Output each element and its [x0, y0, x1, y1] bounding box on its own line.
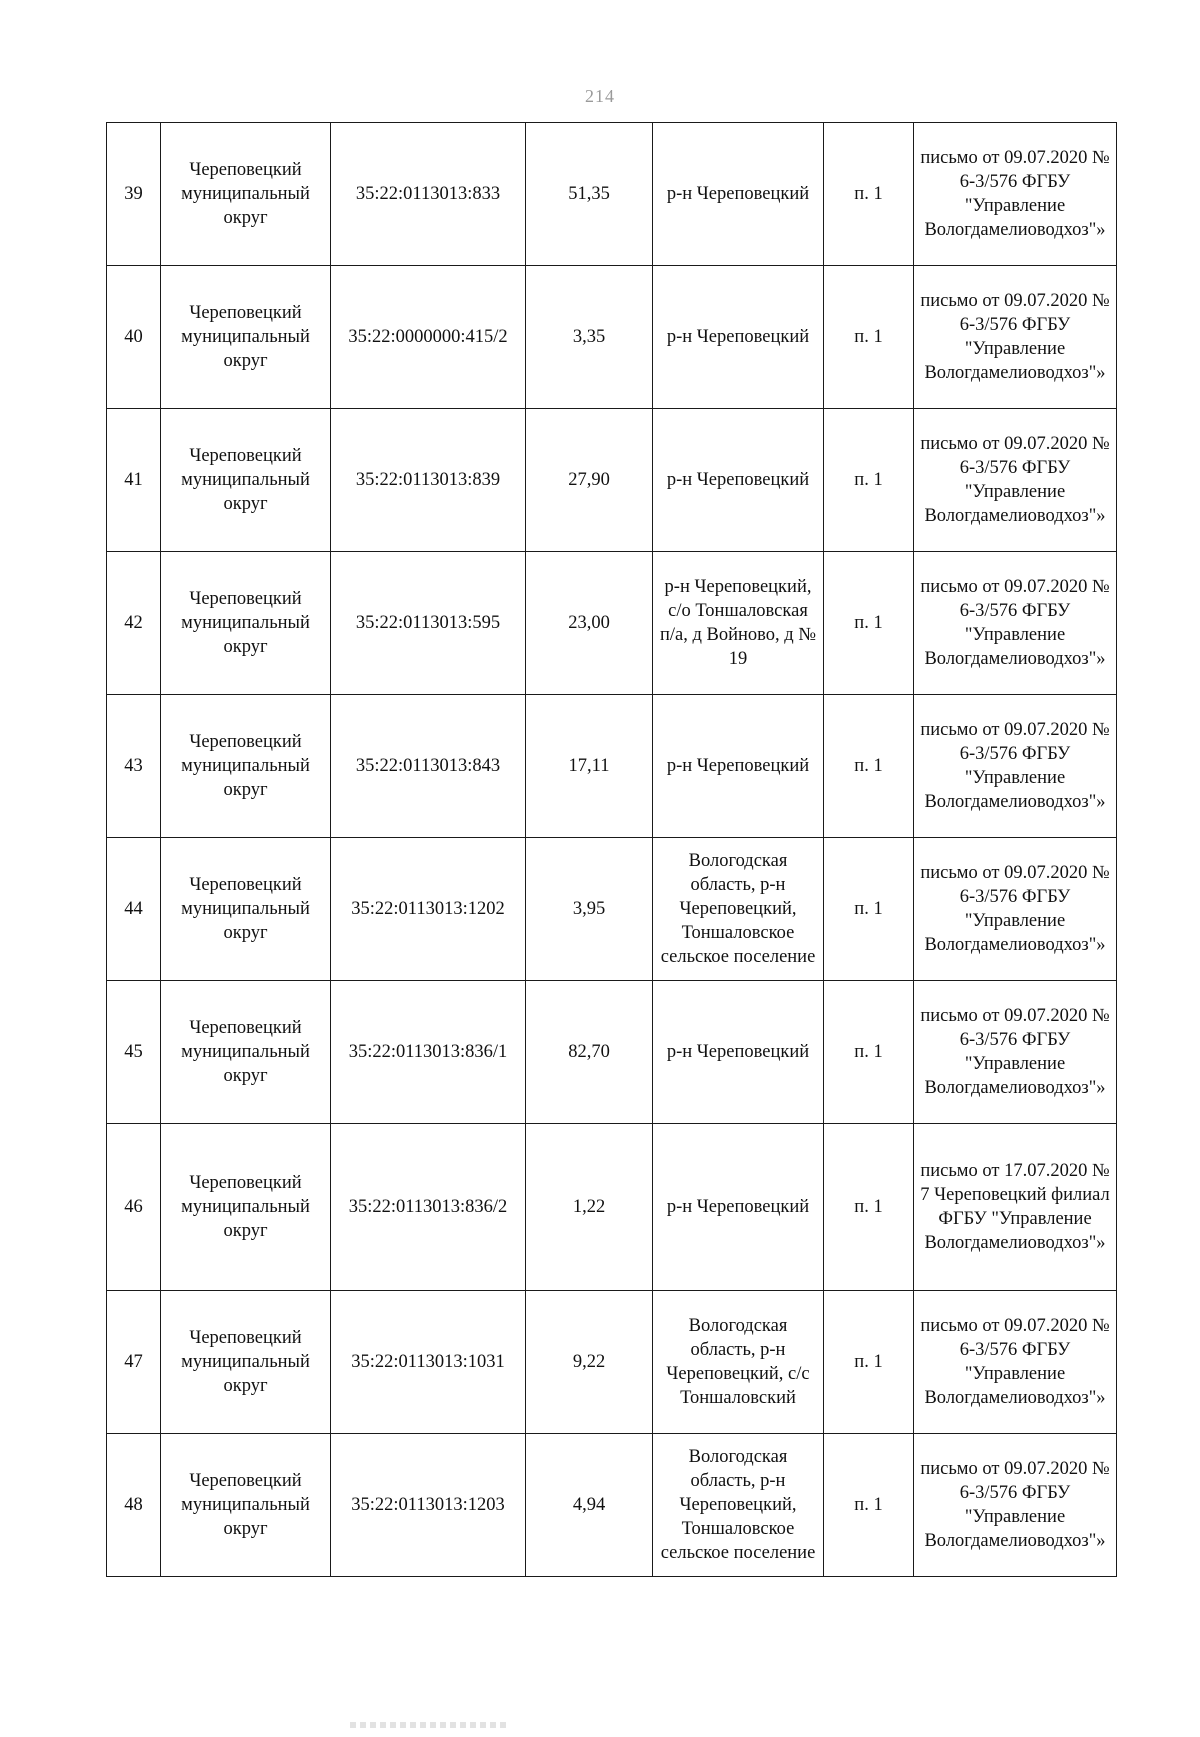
area-cell: 9,22	[526, 1291, 653, 1434]
basis-cell: письмо от 09.07.2020 № 6-3/576 ФГБУ "Управление Вологдамелиоводхоз"»	[914, 838, 1117, 981]
item-cell: п. 1	[824, 838, 914, 981]
row-number: 48	[107, 1434, 161, 1577]
municipality-cell: Череповецкий муниципальный округ	[161, 123, 331, 266]
item-cell: п. 1	[824, 695, 914, 838]
address-cell: Вологодская область, р-н Череповецкий, с/с Тоншаловский	[653, 1291, 824, 1434]
address-cell: р-н Череповецкий	[653, 266, 824, 409]
table-row	[107, 266, 1117, 409]
address-cell: р-н Череповецкий	[653, 695, 824, 838]
cadastral-number-cell: 35:22:0113013:843	[331, 695, 526, 838]
area-cell: 1,22	[526, 1124, 653, 1291]
area-cell: 3,95	[526, 838, 653, 981]
address-cell: р-н Череповецкий	[653, 409, 824, 552]
basis-cell: письмо от 09.07.2020 № 6-3/576 ФГБУ "Управление Вологдамелиоводхоз"»	[914, 552, 1117, 695]
row-number: 45	[107, 981, 161, 1124]
municipality-cell: Череповецкий муниципальный округ	[161, 1124, 331, 1291]
table-row	[107, 1291, 1117, 1434]
item-cell: п. 1	[824, 1434, 914, 1577]
table-row	[107, 123, 1117, 266]
municipality-cell: Череповецкий муниципальный округ	[161, 1434, 331, 1577]
basis-cell: письмо от 09.07.2020 № 6-3/576 ФГБУ "Управление Вологдамелиоводхоз"»	[914, 409, 1117, 552]
area-cell: 51,35	[526, 123, 653, 266]
table-row	[107, 695, 1117, 838]
basis-cell: письмо от 17.07.2020 № 7 Череповецкий филиал ФГБУ "Управление Вологдамелиоводхоз"»	[914, 1124, 1117, 1291]
basis-cell: письмо от 09.07.2020 № 6-3/576 ФГБУ "Управление Вологдамелиоводхоз"»	[914, 1434, 1117, 1577]
cadastral-number-cell: 35:22:0113013:595	[331, 552, 526, 695]
area-cell: 82,70	[526, 981, 653, 1124]
municipality-cell: Череповецкий муниципальный округ	[161, 266, 331, 409]
basis-cell: письмо от 09.07.2020 № 6-3/576 ФГБУ "Управление Вологдамелиоводхоз"»	[914, 695, 1117, 838]
row-number: 43	[107, 695, 161, 838]
table-row	[107, 1124, 1117, 1291]
municipality-cell: Череповецкий муниципальный округ	[161, 552, 331, 695]
table-row	[107, 981, 1117, 1124]
table-row	[107, 552, 1117, 695]
cadastral-number-cell: 35:22:0113013:833	[331, 123, 526, 266]
address-cell: Вологодская область, р-н Череповецкий, Тоншаловское сельское поселение	[653, 838, 824, 981]
row-number: 41	[107, 409, 161, 552]
basis-cell: письмо от 09.07.2020 № 6-3/576 ФГБУ "Управление Вологдамелиоводхоз"»	[914, 266, 1117, 409]
municipality-cell: Череповецкий муниципальный округ	[161, 981, 331, 1124]
basis-cell: письмо от 09.07.2020 № 6-3/576 ФГБУ "Управление Вологдамелиоводхоз"»	[914, 1291, 1117, 1434]
area-cell: 3,35	[526, 266, 653, 409]
table-row	[107, 1434, 1117, 1577]
address-cell: р-н Череповецкий	[653, 1124, 824, 1291]
page-number: 214	[585, 86, 615, 106]
cadastral-number-cell: 35:22:0113013:839	[331, 409, 526, 552]
address-cell: р-н Череповецкий	[653, 123, 824, 266]
row-number: 39	[107, 123, 161, 266]
row-number: 42	[107, 552, 161, 695]
row-number: 44	[107, 838, 161, 981]
basis-cell: письмо от 09.07.2020 № 6-3/576 ФГБУ "Управление Вологдамелиоводхоз"»	[914, 123, 1117, 266]
cadastral-number-cell: 35:22:0113013:1203	[331, 1434, 526, 1577]
item-cell: п. 1	[824, 1124, 914, 1291]
item-cell: п. 1	[824, 981, 914, 1124]
municipality-cell: Череповецкий муниципальный округ	[161, 1291, 331, 1434]
item-cell: п. 1	[824, 552, 914, 695]
row-number: 46	[107, 1124, 161, 1291]
cadastral-number-cell: 35:22:0113013:836/2	[331, 1124, 526, 1291]
scan-artifact	[350, 1722, 510, 1728]
item-cell: п. 1	[824, 409, 914, 552]
basis-cell: письмо от 09.07.2020 № 6-3/576 ФГБУ "Управление Вологдамелиоводхоз"»	[914, 981, 1117, 1124]
area-cell: 27,90	[526, 409, 653, 552]
cadastral-number-cell: 35:22:0113013:1031	[331, 1291, 526, 1434]
land-plots-table	[106, 122, 1117, 1577]
municipality-cell: Череповецкий муниципальный округ	[161, 838, 331, 981]
address-cell: р-н Череповецкий	[653, 981, 824, 1124]
municipality-cell: Череповецкий муниципальный округ	[161, 409, 331, 552]
area-cell: 23,00	[526, 552, 653, 695]
municipality-cell: Череповецкий муниципальный округ	[161, 695, 331, 838]
item-cell: п. 1	[824, 266, 914, 409]
cadastral-number-cell: 35:22:0000000:415/2	[331, 266, 526, 409]
item-cell: п. 1	[824, 123, 914, 266]
cadastral-number-cell: 35:22:0113013:1202	[331, 838, 526, 981]
cadastral-number-cell: 35:22:0113013:836/1	[331, 981, 526, 1124]
address-cell: р-н Череповецкий, с/о Тоншаловская п/а, д Войново, д № 19	[653, 552, 824, 695]
area-cell: 17,11	[526, 695, 653, 838]
address-cell: Вологодская область, р-н Череповецкий, Тоншаловское сельское поселение	[653, 1434, 824, 1577]
table-row	[107, 409, 1117, 552]
area-cell: 4,94	[526, 1434, 653, 1577]
table-row	[107, 838, 1117, 981]
row-number: 47	[107, 1291, 161, 1434]
row-number: 40	[107, 266, 161, 409]
item-cell: п. 1	[824, 1291, 914, 1434]
